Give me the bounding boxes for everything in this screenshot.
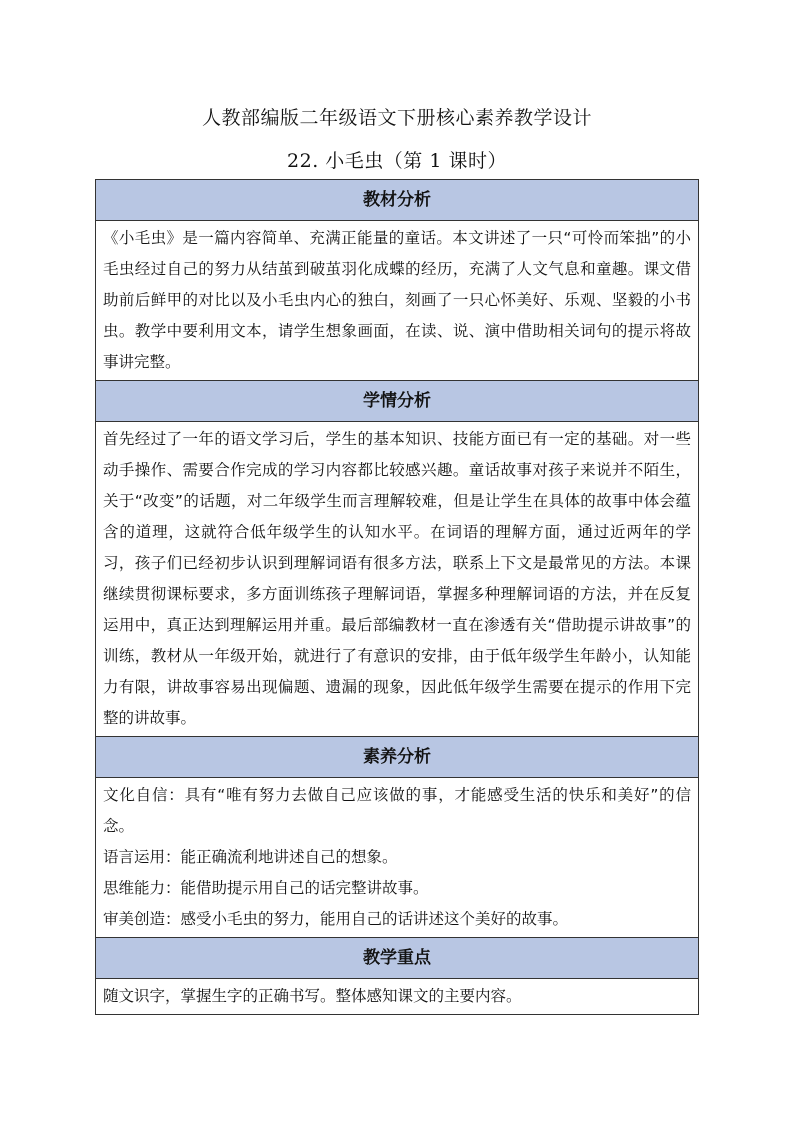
- section-body-textbook-analysis: [96, 221, 699, 381]
- section-heading-teaching-focus: 教学重点: [96, 938, 699, 979]
- paragraph-aesthetic-creation: 审美创造：感受小毛虫的努力，能用自己的话讲述这个美好的故事。: [103, 910, 569, 928]
- paragraph: 首先经过了一年的语文学习后，学生的基本知识、技能方面已有一定的基础。对一些动手操作、需要合作完成的学习内容都比较感兴趣。童话故事对孩子来说并不陌生，关于“改变”的话题，对二年级学生而言理解较难，但是让学生在具体的故事中体会蕴含的道理，这就符合低年级学生的认知水平。在词语的理解方面，通过近两年的学习，孩子们已经初步认识到理解词语有很多方法，联系上下文是最常见的方法。本课继续贯彻课标要求，多方面训练孩子理解词语，掌握多种理解词语的方法，并在反复运用中，真正达到理解运用并重。最后部编教材一直在渗透有关“借助提示讲故事”的训练，教材从一年级开始，就进行了有意识的安排，由于低年级学生年龄小，认知能力有限，讲故事容易出现偏题、遗漏的现象，因此低年级学生需要在提示的作用下完整的讲故事。: [103, 430, 691, 727]
- section-body-student-analysis: [96, 422, 699, 737]
- section-heading-student-analysis: 学情分析: [96, 381, 699, 422]
- section-body-teaching-focus: [96, 979, 699, 1015]
- paragraph: 随文识字，掌握生字的正确书写。整体感知课文的主要内容。: [103, 987, 522, 1005]
- section-heading-textbook-analysis: 教材分析: [96, 180, 699, 221]
- paragraph-thinking-ability: 思维能力：能借助提示用自己的话完整讲故事。: [103, 879, 429, 897]
- paragraph: 《小毛虫》是一篇内容简单、充满正能量的童话。本文讲述了一只“可怜而笨拙”的小毛虫经过自己的努力从结茧到破茧羽化成蝶的经历，充满了人文气息和童趣。课文借助前后鲜甲的对比以及小毛虫内心的独白，刻画了一只心怀美好、乐观、坚毅的小书虫。教学中要利用文本，请学生想象画面，在读、说、演中借助相关词句的提示将故事讲完整。: [103, 229, 691, 371]
- paragraph-cultural-confidence: 文化自信：具有“唯有努力去做自己应该做的事，才能感受生活的快乐和美好”的信念。: [103, 786, 691, 835]
- lesson-subtitle: 22. 小毛虫（第 1 课时）: [287, 150, 507, 172]
- document-title: 人教部编版二年级语文下册核心素养教学设计: [201, 107, 592, 129]
- section-heading-literacy-analysis: 素养分析: [96, 737, 699, 778]
- paragraph-language-use: 语言运用：能正确流利地讲述自己的想象。: [103, 848, 398, 866]
- lesson-plan-table: [95, 179, 699, 1015]
- section-body-literacy-analysis: [96, 778, 699, 938]
